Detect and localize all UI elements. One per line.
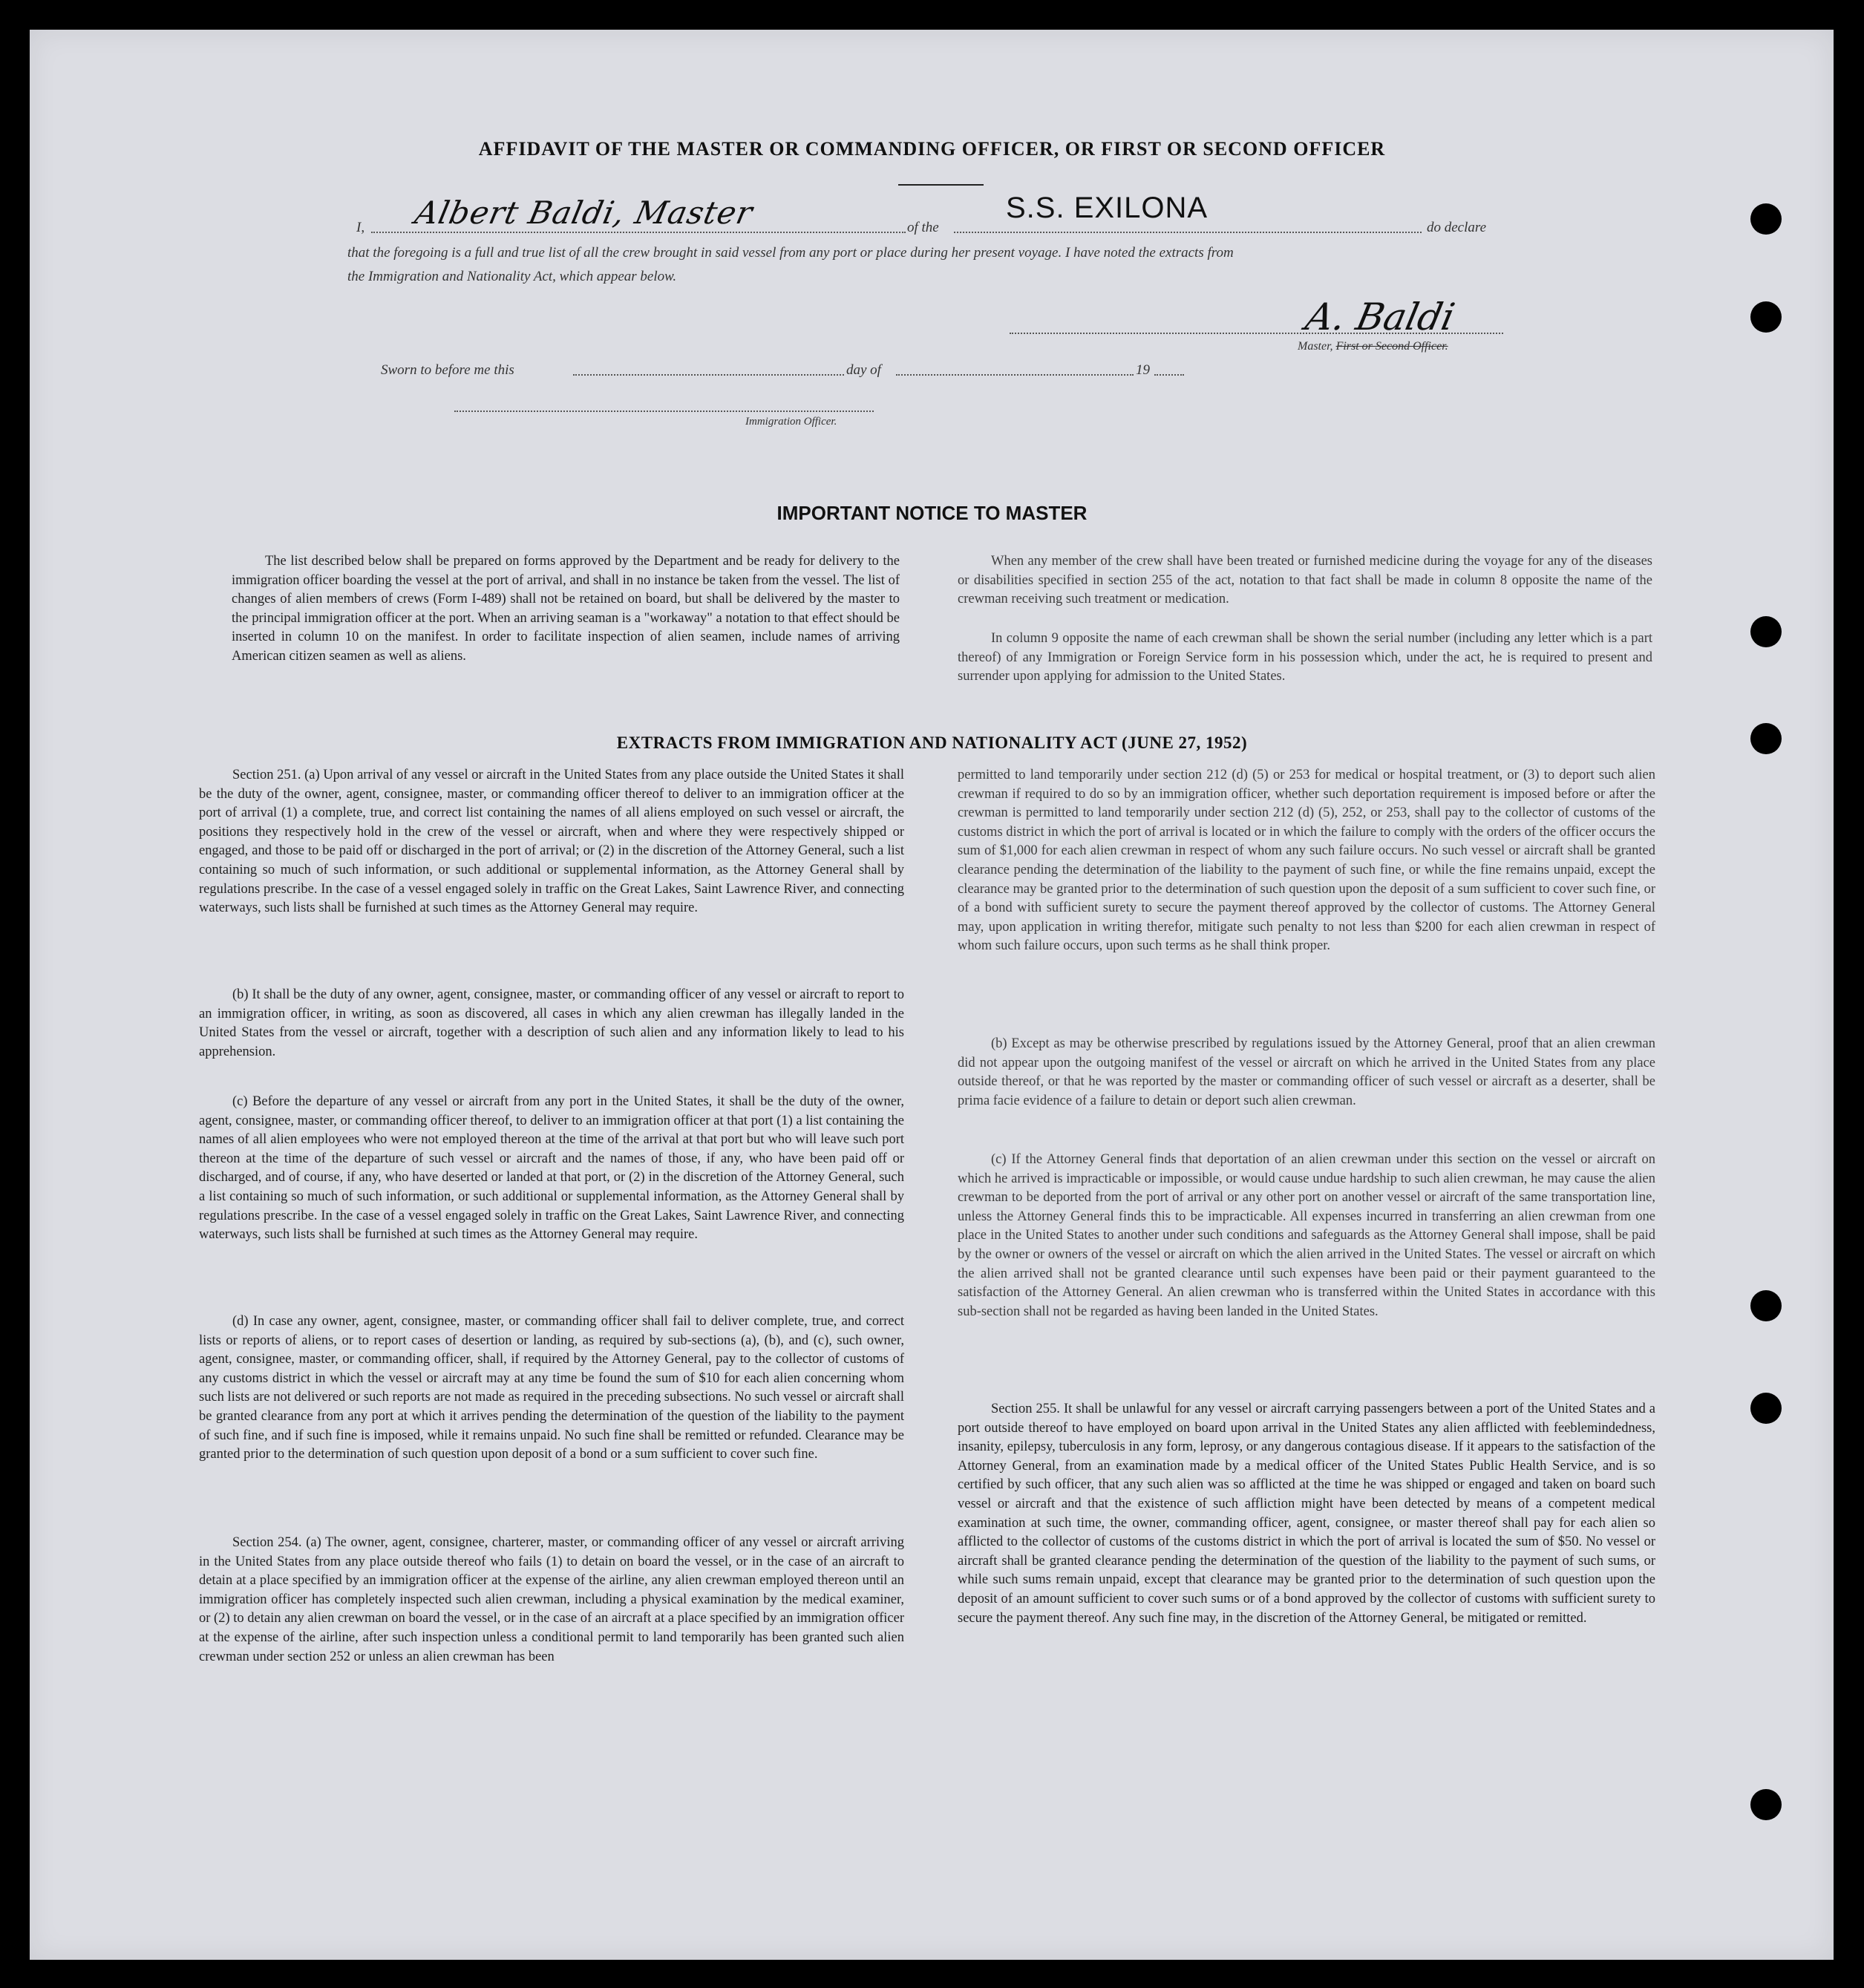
i-label: I, [356, 220, 365, 235]
master-caption-prefix: Master, [1298, 340, 1333, 353]
affidavit-title: AFFIDAVIT OF THE MASTER OR COMMANDING OFFICER, OR FIRST OR SECOND OFFICER [478, 138, 1386, 160]
declaration-text: the Immigration and Nationality Act, which appear below. [347, 269, 677, 284]
declarant-signature: Albert Baldi, Master [411, 194, 756, 231]
binder-hole [1750, 203, 1782, 235]
extract-right-section-255: Section 255. It shall be unlawful for any vessel or aircraft carrying passengers between a port of the United States and a port outside thereof to have employed on board upon arrival in the United States any alien afflicted with feeblemindedness, insanity, epilepsy, tuberculosis in any form, leprosy, or any dangerous contagious disease. If it appears to the satisfaction of the Attorney General, from an examination made by a medical officer of the United States Public Health Service, and is so certified by such officer, that any such alien was so afflicted at the time he was shipped or engaged and taken on board such vessel or aircraft and that the existence of such affliction might have been detected by means of a competent medical examination at such time, the owner, commanding officer, agent, consignee, or master thereof shall pay for each alien so afflicted to the collector of customs of the customs district in which the port of arrival is located the sum of $50. No vessel or aircraft shall be granted clearance pending the determination of the question of the liability to the payment of such sums, or while such sums remain unpaid, except that clearance may be granted prior to the determination of such question upon the deposit of an amount sufficient to cover such sums or of a bond approved by the collector of customs with sufficient surety to secure the payment thereof. Any such fine may, in the discretion of the Attorney General, be mitigated or remitted. [958, 1402, 1655, 1626]
declaration-text: that the foregoing is a full and true list of all the crew brought in said vessel from any port or place during her present voyage. I have noted the extracts from [347, 245, 1234, 261]
year-label: 19 [1136, 362, 1150, 378]
extract-left-section-251c: (c) Before the departure of any vessel or aircraft from any port in the United States, it shall be the duty of the owner, agent, consignee, master, or commanding officer thereof, to deliver to an immigration officer at that port (1) a list containing the names of all alien employees who were not employed thereon at the time of the arrival at that port but who will leave such port thereon at the time of the departure of such vessel or aircraft and the names of those, if any, who have been paid off or discharged, and of course, if any, who have deserted or landed at that port, or (2) in the discretion of the Attorney General, such a list containing so much of such information, or such additional or supplemental information, as the Attorney General shall by regulations prescribe. In the case of a vessel engaged solely in traffic on the Great Lakes, Saint Lawrence River, and connecting waterways, such lists shall be furnished at such times as the Attorney General may require. [199, 1094, 904, 1243]
extract-left-section-251d: (d) In case any owner, agent, consignee, master, or commanding officer shall fail to deliver complete, true, and correct lists or reports of aliens, or to report cases of desertion or landing, as required by sub-sections (a), (b), and (c), such owner, agent, consignee, master, or commanding officer, shall, if required by the Attorney General, pay to the collector of customs of any customs district in which the vessel or aircraft may at any time be found the sum of $10 for each alien concerning whom such lists are not delivered or such reports are not made as required in the preceding subsections. No such vessel or aircraft shall be granted clearance from any port at which it arrives pending the determination of the question of the liability to the payment of such fine, and if such fine is imposed, while it remains unpaid. No such fine shall be remitted or refunded. Clearance may be granted prior to the determination of such question upon deposit of a bond or a sum sufficient to cover such fine. [199, 1314, 904, 1462]
sworn-year-line [1154, 374, 1184, 376]
extract-right-section-254c: (c) If the Attorney General finds that deportation of an alien crewman under this section on the vessel or aircraft on which he arrived is impracticable or impossible, or would cause undue hardship to such alien crewman, he may cause the alien crewman to be deported from the port of arrival or any other port on another vessel or aircraft of the same transportation line, unless the Attorney General finds this to be impracticable. All expenses incurred in transferring an alien crewman from one place in the United States to another under such conditions and safeguards as the Attorney General shall impose, shall be paid by the owner or owners of the vessel or aircraft on which the alien arrived in the United States. The vessel or aircraft on which the alien arrived shall not be granted clearance until such expenses have been paid or their payment guaranteed to the satisfaction of the Attorney General. An alien crewman who is transferred within the United States in accordance with this sub-section shall not be regarded as having been landed in the United States. [958, 1152, 1655, 1319]
sworn-label: Sworn to before me this [381, 362, 514, 378]
extract-left-section-251b: (b) It shall be the duty of any owner, agent, consignee, master, or commanding officer of any vessel or aircraft to report to an immigration officer, in writing, as soon as discovered, all cases in which any alien crewman has illegally landed in the United States from the vessel or aircraft, together with a description of such alien and any information likely to lead to his apprehension. [199, 987, 904, 1059]
binder-hole [1750, 616, 1782, 647]
binder-hole [1750, 1393, 1782, 1424]
of-the-label: of the [907, 220, 939, 235]
binder-hole [1750, 301, 1782, 333]
sworn-day-line [573, 374, 844, 376]
binder-hole [1750, 1290, 1782, 1321]
declarant-line [371, 232, 906, 233]
notice-right-paragraph: In column 9 opposite the name of each crewman shall be shown the serial number (including any letter which is a part thereof) of any Immigration or Foreign Service form in his possession which, under the act, he is required to present and surrender upon applying for admission to the United States. [958, 631, 1652, 684]
binder-hole [1750, 1789, 1782, 1820]
title-rule [898, 184, 984, 186]
extract-right-section-254a-cont: permitted to land temporarily under section 212 (d) (5) or 253 for medical or hospital treatment, or (3) to deport such alien crewman if required to do so by an immigration officer, whether such deportation requirement is imposed before or after the crewman is permitted to land temporarily under section 212 (d) (5), 252, or 253, shall pay to the collector of customs of the customs district in which the port of arrival is located or in which the failure to comply with the orders of the officer occurs the sum of $1,000 for each alien crewman in respect of whom any such failure occurs. No such vessel or aircraft shall be granted clearance pending the determination of the liability to the payment of such fine, or while the fine remains unpaid, except the clearance may be granted prior to the determination of such question upon the deposit of a sum sufficient to cover such fine, or of a bond with sufficient surety to secure the payment thereof approved by the collector of customs. The Attorney General may, upon application in writing therefor, mitigate such penalty to not less than $200 for each alien crewman in respect of whom such failure occurs, upon such terms as he shall think proper. [958, 768, 1655, 954]
notice-title: IMPORTANT NOTICE TO MASTER [776, 502, 1088, 524]
master-caption [1298, 340, 1448, 353]
extract-right-section-254b: (b) Except as may be otherwise prescribed by regulations issued by the Attorney General, proof that an alien crewman did not appear upon the outgoing manifest of the vessel or aircraft on which he arrived in the United States from any place outside thereof, or that he was reported by the master or commanding officer of such vessel or aircraft as a deserter, shall be prima facie evidence of a failure to detain or deport such alien crewman. [958, 1036, 1655, 1108]
extracts-title: EXTRACTS FROM IMMIGRATION AND NATIONALITY ACT (JUNE 27, 1952) [616, 733, 1248, 752]
do-declare-label: do declare [1427, 220, 1487, 235]
vessel-name: S.S. EXILONA [1006, 192, 1209, 224]
notice-left-paragraph: The list described below shall be prepared on forms approved by the Department and be ready for delivery to the immigration officer boarding the vessel at the port of arrival, and shall in no instance be taken from the vessel. The list of changes of alien members of crews (Form I-489) shall not be retained on board, but shall be delivered by the master to the principal immigration officer at the port. When an arriving seaman is a "workaway" a notation to that effect should be inserted in column 10 on the manifest. In order to facilitate inspection of alien seamen, include names of arriving American citizen seamen as well as aliens. [232, 554, 900, 664]
immigration-officer-line [454, 411, 874, 412]
day-of-label: day of [846, 362, 881, 378]
master-caption-struck: First or Second Officer. [1335, 340, 1448, 353]
notice-right-paragraph: When any member of the crew shall have been treated or furnished medicine during the voyage for any of the diseases or disabilities specified in section 255 of the act, notation to that fact shall be made in column 8 opposite the name of the crewman receiving such treatment or medication. [958, 554, 1652, 607]
vessel-line [954, 232, 1422, 233]
extract-left-section-254a: Section 254. (a) The owner, agent, consignee, charterer, master, or commanding officer of any vessel or aircraft arriving in the United States from any place outside thereof who fails (1) to detain on board the vessel, or in the case of an aircraft to detain at a place specified by an immigration officer at the expense of the airline, any alien crewman employed thereon until an immigration officer has completely inspected such alien crewman, including a physical examination by the medical examiner, or (2) to detain any alien crewman on board the vessel, or in the case of an aircraft at a place specified by an immigration officer at the expense of the airline, after such inspection unless a conditional permit to land temporarily has been granted such alien crewman under section 252 or unless an alien crewman has been [199, 1535, 904, 1664]
master-signature: A. Baldi [1301, 295, 1459, 339]
extract-left-section-251a: Section 251. (a) Upon arrival of any vessel or aircraft in the United States from any place outside the United States it shall be the duty of the owner, agent, consignee, master, or commanding officer thereof to deliver to an immigration officer at the port of arrival (1) a complete, true, and correct list containing the names of all aliens employed on such vessel or aircraft, the positions they respectively hold in the crew of the vessel or aircraft, when and where they were respectively shipped or engaged, and those to be paid off or discharged in the port of arrival; or (2) in the discretion of the Attorney General, such a list containing so much of such information, or such additional or supplemental information, as the Attorney General shall by regulations prescribe. In the case of a vessel engaged solely in traffic on the Great Lakes, Saint Lawrence River, and connecting waterways, such lists shall be furnished at such times as the Attorney General may require. [199, 768, 904, 916]
immigration-officer-caption: Immigration Officer. [745, 416, 837, 428]
sworn-month-line [896, 374, 1134, 376]
